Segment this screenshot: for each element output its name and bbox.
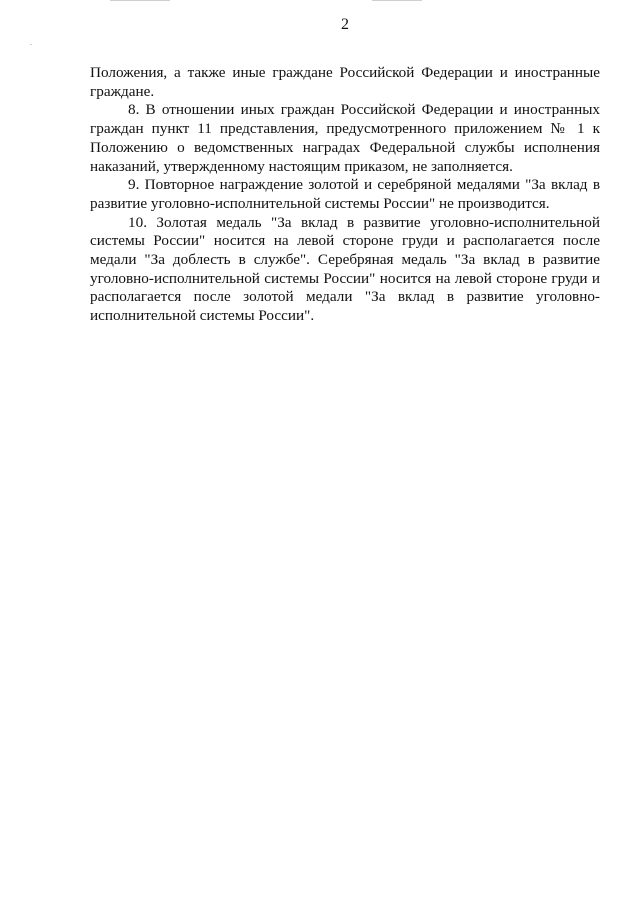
scan-artifact bbox=[110, 0, 170, 1]
page-number: 2 bbox=[341, 16, 349, 33]
scan-artifact bbox=[372, 0, 422, 1]
paragraph-item-10: 10. Золотая медаль "За вклад в развитие уголовно-исполнительной системы России" носится на левой стороне груди и располагается после медали "За доблесть в службе". Серебряная медаль "За вклад в развитие уголовно-исполнительной системы России" носится на левой стороне груди и располагается после золотой медали "За вклад в развитие уголовно-исполнительной системы России". bbox=[90, 213, 600, 325]
paragraph-item-9: 9. Повторное награждение золотой и серебряной медалями "За вклад в развитие уголовно-исполнительной системы России" не производится. bbox=[90, 176, 600, 212]
document-body bbox=[90, 64, 600, 326]
paragraph-item-8: 8. В отношении иных граждан Российской Федерации и иностранных граждан пункт 11 представления, предусмотренного приложением № 1 к Положению о ведомственных наградах Федеральной службы исполнения наказаний, утвержденному настоящим приказом, не заполняется. bbox=[90, 101, 600, 175]
paragraph-continuation: Положения, а также иные граждане Российской Федерации и иностранные граждане. bbox=[90, 64, 600, 100]
scan-artifact bbox=[30, 44, 32, 45]
